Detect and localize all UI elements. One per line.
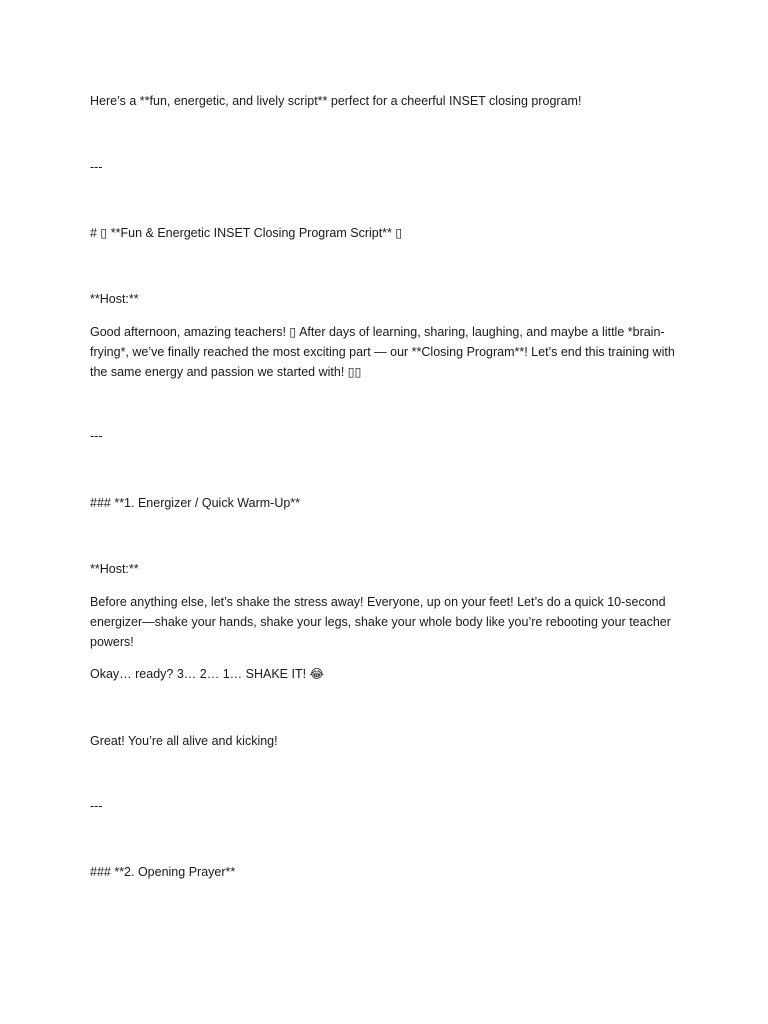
great-line: Great! You’re all alive and kicking! xyxy=(90,734,278,748)
divider-3: --- xyxy=(90,799,103,813)
divider-2: --- xyxy=(90,429,103,443)
host-paragraph-1: Good afternoon, amazing teachers! ▯ After days of learning, sharing, laughing, and maybe a little *brain-frying*, we’ve finally reached the most exciting part — our **Closing Program**! Let’s end this training with the same energy and passion we started with! ▯▯ xyxy=(90,325,675,379)
document-title: # ▯ **Fun & Energetic INSET Closing Program Script** ▯ xyxy=(90,226,403,240)
host-paragraph-2: Before anything else, let’s shake the stress away! Everyone, up on your feet! Let’s do a quick 10-second energizer—shake your hands, shake your legs, shake your whole body like you’re rebooting your teacher powers! xyxy=(90,595,671,649)
countdown-line: Okay… ready? 3… 2… 1… SHAKE IT! 😂 xyxy=(90,667,325,681)
section-1-heading: ### **1. Energizer / Quick Warm-Up** xyxy=(90,496,301,510)
divider-1: --- xyxy=(90,160,103,174)
host-label-2: **Host:** xyxy=(90,562,139,576)
section-2-heading: ### **2. Opening Prayer** xyxy=(90,865,236,879)
intro-paragraph: Here’s a **fun, energetic, and lively script** perfect for a cheerful INSET closing program! xyxy=(90,94,582,108)
host-label-1: **Host:** xyxy=(90,292,139,306)
